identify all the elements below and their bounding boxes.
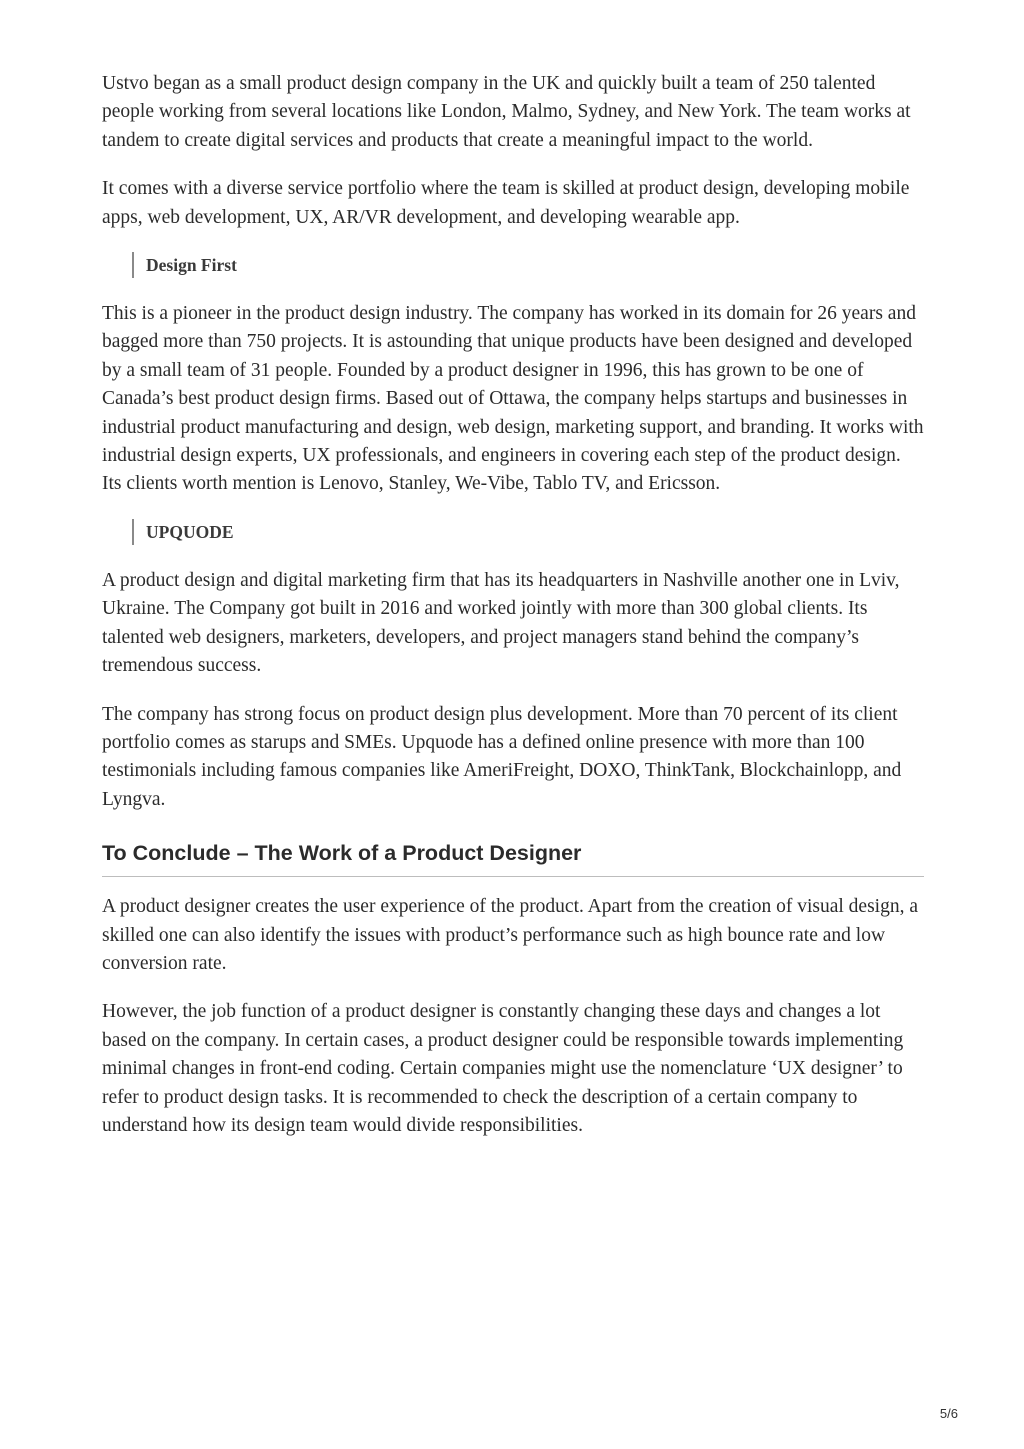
- section-heading-conclusion: To Conclude – The Work of a Product Designer: [102, 840, 924, 877]
- subheading-upquode: UPQUODE: [132, 519, 924, 545]
- paragraph-ustvo-intro: Ustvo began as a small product design company in the UK and quickly built a team of 250 talented people working from several locations like London, Malmo, Sydney, and New York. The team works at tandem to create digital services and products that create a meaningful impact to the world.: [102, 73, 911, 151]
- paragraph-design-first: This is a pioneer in the product design industry. The company has worked in its domain for 26 years and bagged more than 750 projects. It is astounding that unique products have been designed and developed by a small team of 31 people. Founded by a product designer in 1996, this has grown to be one of Canada’s best product design firms. Based out of Ottawa, the company helps startups and businesses in industrial product manufacturing and design, web design, marketing support, and branding. It works with industrial design experts, UX professionals, and engineers in covering each step of the product design. Its clients worth mention is Lenovo, Stanley, We-Vibe, Tablo TV, and Ericsson.: [102, 303, 924, 495]
- page-number: 5/6: [939, 1406, 958, 1421]
- paragraph-ustvo-services: It comes with a diverse service portfolio where the team is skilled at product design, developing mobile apps, web development, UX, AR/VR development, and developing wearable app.: [102, 178, 910, 228]
- document-page: [102, 70, 924, 1160]
- subheading-design-first: Design First: [132, 252, 924, 278]
- paragraph-conclusion-2: However, the job function of a product designer is constantly changing these days and changes a lot based on the company. In certain cases, a product designer could be responsible towards implementing minimal changes in front-end coding. Certain companies might use the nomenclature ‘UX designer’ to refer to product design tasks. It is recommended to check the description of a certain company to understand how its design team would divide responsibilities.: [102, 1001, 904, 1136]
- paragraph-upquode-focus: The company has strong focus on product design plus development. More than 70 percent of its client portfolio comes as starups and SMEs. Upquode has a defined online presence with more than 100 testimonials including famous companies like AmeriFreight, DOXO, ThinkTank, Blockchainlopp, and Lyngva.: [102, 703, 902, 810]
- paragraph-upquode-intro: A product design and digital marketing firm that has its headquarters in Nashville another one in Lviv, Ukraine. The Company got built in 2016 and worked jointly with more than 300 global clients. Its talented web designers, marketers, developers, and project managers stand behind the company’s tremendous success.: [102, 569, 900, 677]
- paragraph-conclusion-1: A product designer creates the user experience of the product. Apart from the creation of visual design, a skilled one can also identify the issues with product’s performance such as high bounce rate and low conversion rate.: [102, 896, 918, 974]
